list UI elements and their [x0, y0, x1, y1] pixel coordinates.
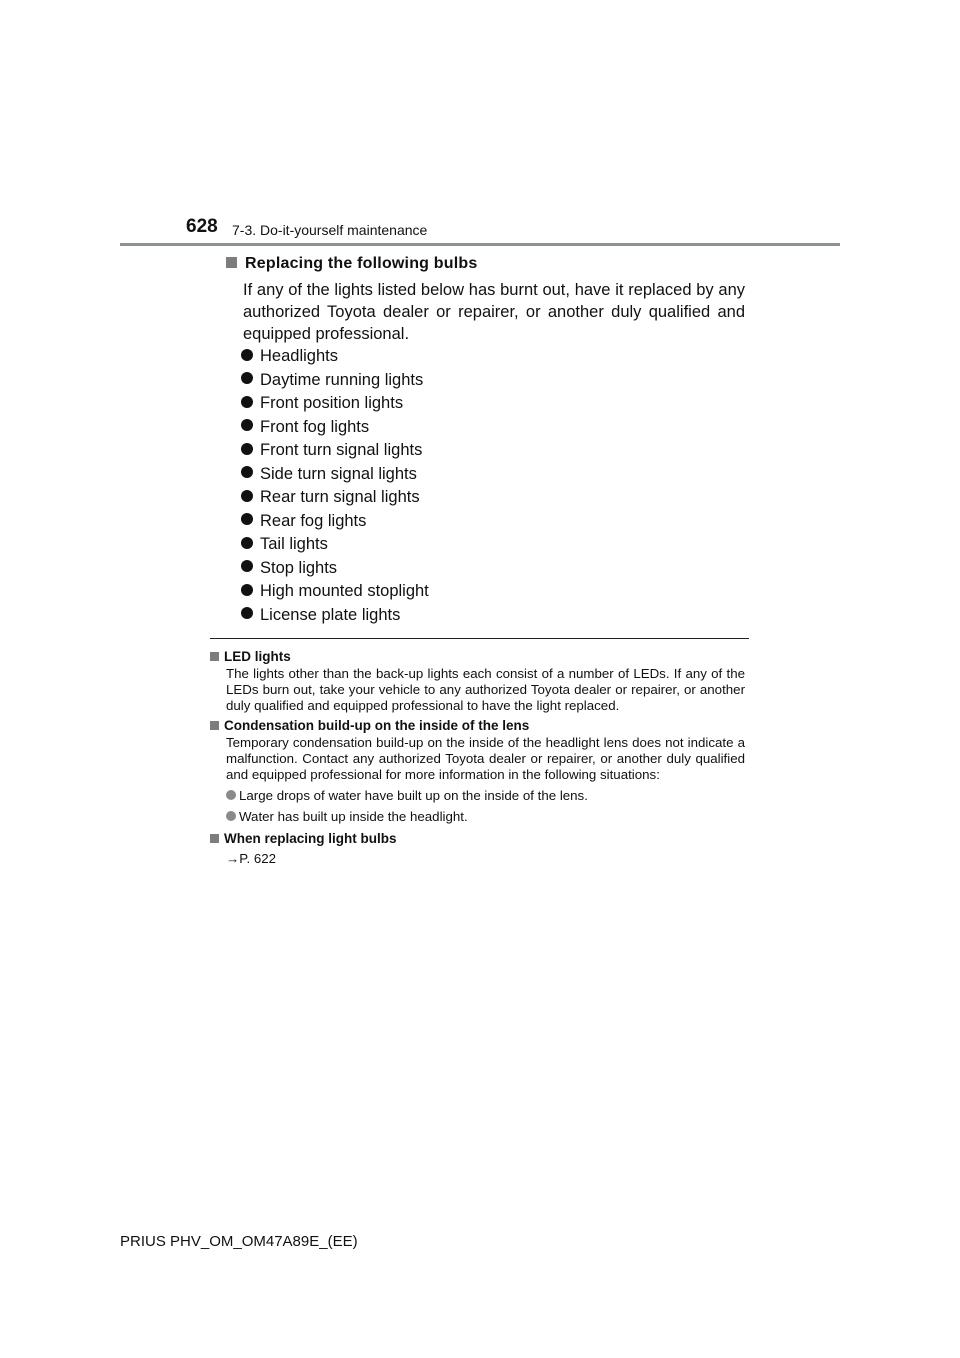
list-item-label: High mounted stoplight	[260, 582, 429, 600]
square-bullet-icon	[226, 257, 237, 268]
list-item-label: Front turn signal lights	[260, 441, 423, 459]
condensation-heading-text: Condensation build-up on the inside of the lens	[224, 718, 530, 733]
replacing-heading-text: When replacing light bulbs	[224, 831, 397, 846]
header-divider	[120, 243, 840, 246]
condensation-bullet	[226, 809, 745, 825]
page-number: 628	[186, 216, 218, 237]
bullet-icon	[241, 607, 253, 619]
bullet-icon	[241, 419, 253, 431]
list-item-label: Tail lights	[260, 535, 328, 553]
condensation-bullet	[226, 788, 745, 804]
bullet-icon	[241, 584, 253, 596]
list-item	[241, 557, 429, 581]
bulbs-heading-text: Replacing the following bulbs	[245, 255, 478, 272]
list-item-label: Side turn signal lights	[260, 464, 417, 483]
square-bullet-icon	[210, 652, 219, 661]
condensation-heading	[210, 717, 745, 735]
replacing-heading	[210, 830, 745, 848]
list-item	[241, 486, 429, 510]
bullet-icon	[241, 466, 253, 478]
list-item-label: License plate lights	[260, 605, 401, 624]
list-item	[241, 463, 429, 487]
list-item	[241, 416, 429, 440]
bullet-icon	[241, 537, 253, 549]
bulbs-intro: If any of the lights listed below has burnt out, have it replaced by any authorized Toyota dealer or repairer, or another duly qualified and equipped professional.	[243, 281, 745, 343]
list-item-label: Headlights	[260, 347, 338, 365]
bullet-icon	[241, 396, 253, 408]
section-title: 7-3. Do-it-yourself maintenance	[232, 222, 428, 238]
notes-divider	[210, 638, 749, 639]
notes-section	[210, 648, 745, 867]
list-item-label: Rear turn signal lights	[260, 488, 420, 506]
list-item	[241, 369, 429, 393]
bullet-icon	[241, 372, 253, 384]
document-code: PRIUS PHV_OM_OM47A89E_(EE)	[120, 1233, 358, 1250]
bulbs-heading	[226, 255, 477, 273]
list-item	[241, 392, 429, 416]
bullet-icon	[226, 790, 236, 800]
list-item-label: Rear fog lights	[260, 511, 367, 530]
bullet-icon	[241, 513, 253, 525]
list-item-label: Front position lights	[260, 394, 404, 412]
condensation-text: Temporary condensation build-up on the inside of the headlight lens does not indicate a malfunction. Contact any authorized Toyota dealer or repairer, or another duly qualified and equipped professional for more information in the following situations:	[226, 735, 745, 782]
bulb-list	[241, 345, 429, 627]
bullet-icon	[226, 811, 236, 821]
led-text: The lights other than the back-up lights each consist of a number of LEDs. If any of the LEDs burn out, take your vehicle to any authorized Toyota dealer or repairer, or another duly qualified and equipped professional to have the light replaced.	[226, 666, 745, 713]
list-item	[241, 580, 429, 604]
led-heading-text: LED lights	[224, 649, 291, 664]
led-heading	[210, 648, 745, 666]
list-item-label: Stop lights	[260, 558, 338, 577]
square-bullet-icon	[210, 721, 219, 730]
bullet-icon	[241, 349, 253, 361]
bullet-icon	[241, 443, 253, 455]
list-item	[241, 439, 429, 463]
condensation-bullet-text: Water has built up inside the headlight.	[239, 809, 468, 824]
list-item-label: Daytime running lights	[260, 370, 424, 389]
page-reference-link[interactable]: →P. 622	[226, 851, 277, 866]
list-item	[241, 510, 429, 534]
square-bullet-icon	[210, 834, 219, 843]
bullet-icon	[241, 560, 253, 572]
condensation-bullet-text: Large drops of water have built up on the inside of the lens.	[239, 788, 588, 803]
bullet-icon	[241, 490, 253, 502]
list-item	[241, 533, 429, 557]
list-item	[241, 604, 429, 628]
list-item-label: Front fog lights	[260, 417, 370, 436]
list-item	[241, 345, 429, 369]
